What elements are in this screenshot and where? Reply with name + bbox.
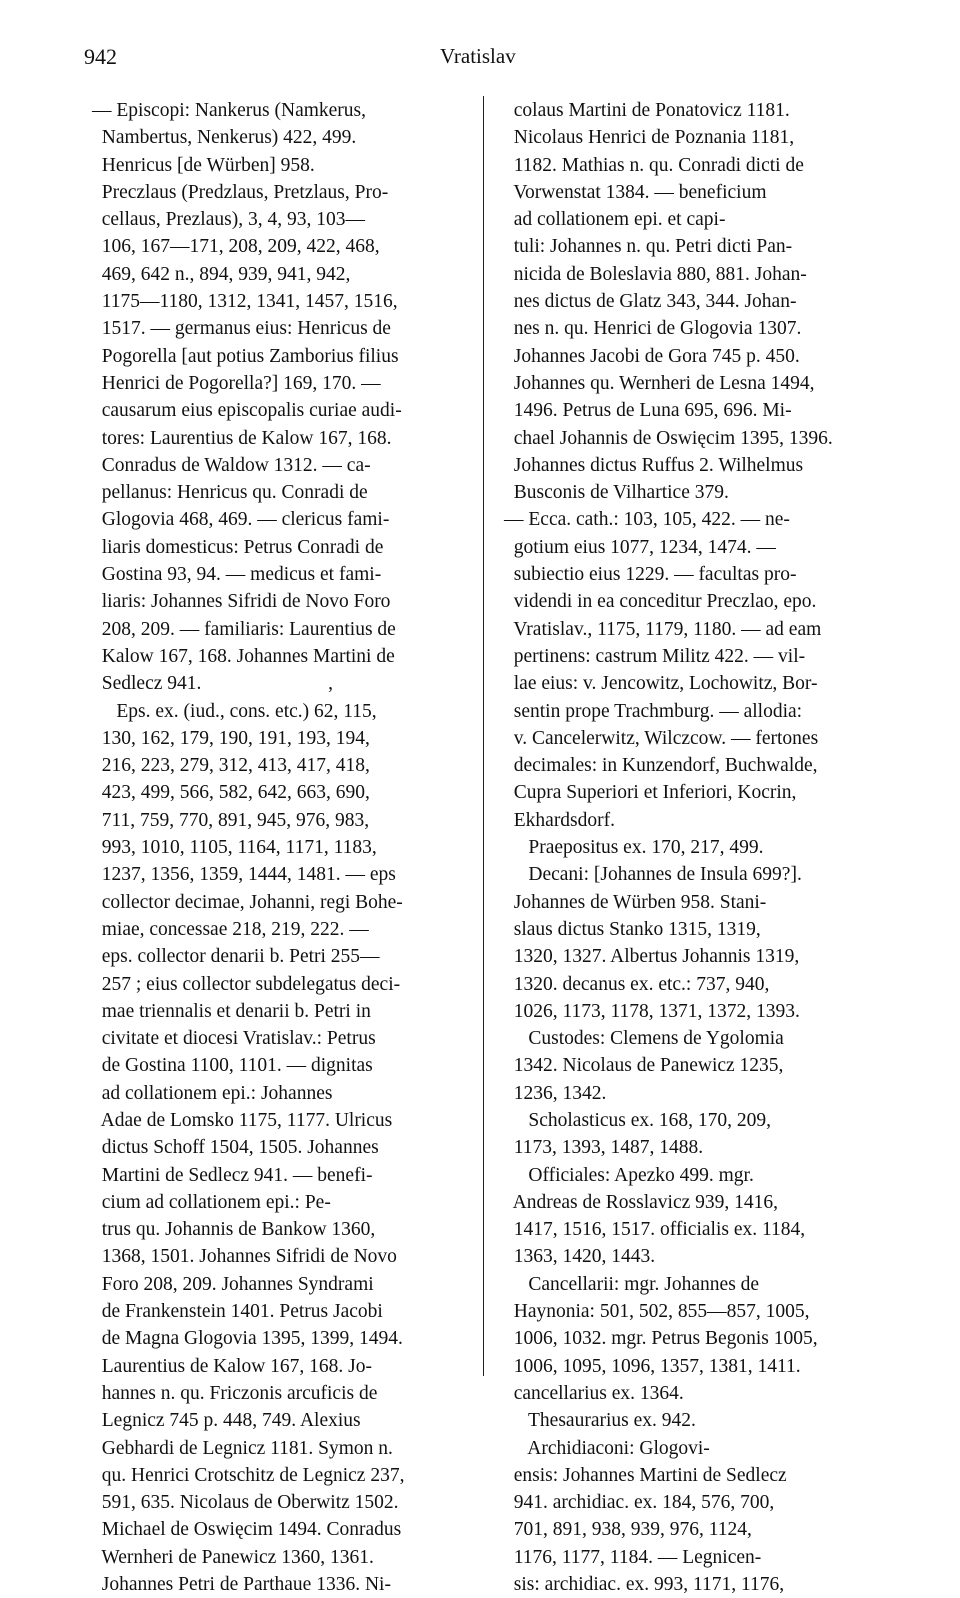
left-column-line: cium ad collationem epi.: Pe- xyxy=(92,1191,331,1213)
right-column-line: — Ecca. cath.: 103, 105, 422. — ne- xyxy=(504,509,790,531)
right-column-line: Cancellarii: mgr. Johannes de xyxy=(504,1273,760,1295)
right-column-line: Nicolaus Henrici de Poznania 1181, xyxy=(504,127,795,149)
right-column-line: nicida de Boleslavia 880, 881. Johan- xyxy=(504,263,807,285)
left-column-line: Henricus [de Würben] 958. xyxy=(92,154,315,176)
left-column-line: 216, 223, 279, 312, 413, 417, 418, xyxy=(92,755,370,777)
right-column-line: gotium eius 1077, 1234, 1474. — xyxy=(504,536,776,558)
left-column-line: 1517. — germanus eius: Henricus de xyxy=(92,318,391,340)
right-column-line: 1006, 1095, 1096, 1357, 1381, 1411. xyxy=(504,1355,801,1377)
left-column-line: 1237, 1356, 1359, 1444, 1481. — eps xyxy=(92,864,396,886)
left-column-line: 1368, 1501. Johannes Sifridi de Novo xyxy=(92,1246,397,1268)
left-column-line: liaris: Johannes Sifridi de Novo Foro xyxy=(92,591,391,613)
right-column-line: Haynonia: 501, 502, 855—857, 1005, xyxy=(504,1301,810,1323)
right-column-line: 1320, 1327. Albertus Johannis 1319, xyxy=(504,946,800,968)
left-column-line: 711, 759, 770, 891, 945, 976, 983, xyxy=(92,809,370,831)
right-column-line: 1026, 1173, 1178, 1371, 1372, 1393. xyxy=(504,1000,800,1022)
left-column-line: Wernheri de Panewicz 1360, 1361. xyxy=(92,1546,374,1568)
right-column-line: nes dictus de Glatz 343, 344. Johan- xyxy=(504,291,797,313)
right-column-line: Thesaurarius ex. 942. xyxy=(504,1410,696,1432)
right-column-line: decimales: in Kunzendorf, Buchwalde, xyxy=(504,755,818,777)
right-column-line: Andreas de Rosslavicz 939, 1416, xyxy=(504,1191,779,1213)
left-column-line: de Gostina 1100, 1101. — dignitas xyxy=(92,1055,373,1077)
left-column-line: ad collationem epi.: Johannes xyxy=(92,1082,333,1104)
right-column-line: Vorwenstat 1384. — beneficium xyxy=(504,181,767,203)
right-column-line: 1417, 1516, 1517. officialis ex. 1184, xyxy=(504,1219,806,1241)
right-column-line: Johannes Jacobi de Gora 745 p. 450. xyxy=(504,345,800,367)
right-column-line: Custodes: Clemens de Ygolomia xyxy=(504,1028,784,1050)
right-column-line: 1342. Nicolaus de Panewicz 1235, xyxy=(504,1055,784,1077)
right-column-line: tuli: Johannes n. qu. Petri dicti Pan- xyxy=(504,236,793,258)
left-column-line: collector decimae, Johanni, regi Bohe- xyxy=(92,891,403,913)
left-column-line: Conradus de Waldow 1312. — ca- xyxy=(92,454,371,476)
right-column-line: nes n. qu. Henrici de Glogovia 1307. xyxy=(504,318,802,340)
right-column-line: 1006, 1032. mgr. Petrus Begonis 1005, xyxy=(504,1328,818,1350)
right-column-line: slaus dictus Stanko 1315, 1319, xyxy=(504,918,761,940)
right-column-line: 701, 891, 938, 939, 976, 1124, xyxy=(504,1519,752,1541)
right-column-line: Scholasticus ex. 168, 170, 209, xyxy=(504,1109,772,1131)
running-title: Vratislav xyxy=(440,44,516,68)
left-column-line: — Episcopi: Nankerus (Namkerus, xyxy=(92,100,367,121)
left-column-line: Johannes Petri de Parthaue 1336. Ni- xyxy=(92,1574,391,1596)
right-column-line: 1173, 1393, 1487, 1488. xyxy=(504,1137,704,1159)
right-column-line: lae eius: v. Jencowitz, Lochowitz, Bor- xyxy=(504,673,818,695)
left-column-line: Henrici de Pogorella?] 169, 170. — xyxy=(92,372,381,394)
left-column-line: de Frankenstein 1401. Petrus Jacobi xyxy=(92,1301,383,1323)
right-column-line: ad collationem epi. et capi- xyxy=(504,209,726,231)
right-column-line: Johannes dictus Ruffus 2. Wilhelmus xyxy=(504,454,804,476)
left-column-line: Gebhardi de Legnicz 1181. Symon n. xyxy=(92,1437,393,1459)
right-column-line: Cupra Superiori et Inferiori, Kocrin, xyxy=(504,782,797,804)
right-column-line: sentin prope Trachmburg. — allodia: xyxy=(504,700,803,722)
right-column-line: colaus Martini de Ponatovicz 1181. xyxy=(504,100,790,121)
left-column-line: 469, 642 n., 894, 939, 941, 942, xyxy=(92,263,351,285)
right-column-line: Ekhardsdorf. xyxy=(504,809,616,831)
left-column-line: 591, 635. Nicolaus de Oberwitz 1502. xyxy=(92,1492,399,1514)
right-column-line: v. Cancelerwitz, Wilczcow. — fertones xyxy=(504,727,819,749)
left-column-line: Glogovia 468, 469. — clericus fami- xyxy=(92,509,390,531)
left-column-line: Sedlecz 941. , xyxy=(92,673,334,695)
column-divider xyxy=(483,96,484,1376)
right-column xyxy=(504,97,894,1598)
left-column-line: eps. collector denarii b. Petri 255— xyxy=(92,946,380,968)
right-column-line: Officiales: Apezko 499. mgr. xyxy=(504,1164,754,1186)
right-column-line: chael Johannis de Oswięcim 1395, 1396. xyxy=(504,427,833,449)
left-column-line: Michael de Oswięcim 1494. Conradus xyxy=(92,1519,402,1541)
right-column-line: Archidiaconi: Glogovi- xyxy=(504,1437,710,1459)
right-column-line: 941. archidiac. ex. 184, 576, 700, xyxy=(504,1492,775,1514)
page-number: 942 xyxy=(84,44,117,69)
left-column-line: causarum eius episcopalis curiae audi- xyxy=(92,400,402,422)
left-column-line: Laurentius de Kalow 167, 168. Jo- xyxy=(92,1355,372,1377)
right-column-line: Praepositus ex. 170, 217, 499. xyxy=(504,837,764,859)
right-column-line: pertinens: castrum Militz 422. — vil- xyxy=(504,645,806,667)
left-column-line: Martini de Sedlecz 941. — benefi- xyxy=(92,1164,373,1186)
left-column-line: Nambertus, Nenkerus) 422, 499. xyxy=(92,127,357,149)
left-column-line: 106, 167—171, 208, 209, 422, 468, xyxy=(92,236,380,258)
right-column-line: Johannes de Würben 958. Stani- xyxy=(504,891,767,913)
right-column-line: videndi in ea conceditur Preczlao, epo. xyxy=(504,591,817,613)
right-column-line: subiectio eius 1229. — facultas pro- xyxy=(504,564,797,586)
left-column-line: tores: Laurentius de Kalow 167, 168. xyxy=(92,427,392,449)
left-column-line: miae, concessae 218, 219, 222. — xyxy=(92,918,369,940)
left-column-line: hannes n. qu. Friczonis arcuficis de xyxy=(92,1382,378,1404)
left-column-line: mae triennalis et denarii b. Petri in xyxy=(92,1000,371,1022)
right-column-line: Vratislav., 1175, 1179, 1180. — ad eam xyxy=(504,618,822,640)
left-column-line: 993, 1010, 1105, 1164, 1171, 1183, xyxy=(92,837,377,859)
right-column-line: 1236, 1342. xyxy=(504,1082,607,1104)
left-column-line: Kalow 167, 168. Johannes Martini de xyxy=(92,645,395,667)
left-column-line: dictus Schoff 1504, 1505. Johannes xyxy=(92,1137,379,1159)
right-column-line: 1363, 1420, 1443. xyxy=(504,1246,656,1268)
left-column-line: de Magna Glogovia 1395, 1399, 1494. xyxy=(92,1328,403,1350)
left-column-line: pellanus: Henricus qu. Conradi de xyxy=(92,482,368,504)
left-column-line: trus qu. Johannis de Bankow 1360, xyxy=(92,1219,376,1241)
left-column-line: Preczlaus (Predzlaus, Pretzlaus, Pro- xyxy=(92,181,389,203)
right-column-line: ensis: Johannes Martini de Sedlecz xyxy=(504,1464,787,1486)
left-column-line: Gostina 93, 94. — medicus et fami- xyxy=(92,564,382,586)
left-column-line: Adae de Lomsko 1175, 1177. Ulricus xyxy=(92,1109,393,1131)
left-column-line: cellaus, Prezlaus), 3, 4, 93, 103— xyxy=(92,209,365,231)
right-column-line: Decani: [Johannes de Insula 699?]. xyxy=(504,864,802,886)
left-column-line: Foro 208, 209. Johannes Syndrami xyxy=(92,1273,374,1295)
left-column xyxy=(92,97,466,1598)
right-column-line: Johannes qu. Wernheri de Lesna 1494, xyxy=(504,372,815,394)
left-column-line: Legnicz 745 p. 448, 749. Alexius xyxy=(92,1410,361,1432)
right-column-line: Busconis de Vilhartice 379. xyxy=(504,482,729,504)
right-column-line: sis: archidiac. ex. 993, 1171, 1176, xyxy=(504,1574,785,1596)
right-column-line: 1320. decanus ex. etc.: 737, 940, xyxy=(504,973,770,995)
left-column-line: qu. Henrici Crotschitz de Legnicz 237, xyxy=(92,1464,405,1486)
left-column-line: 257 ; eius collector subdelegatus deci- xyxy=(92,973,401,995)
right-column-line: 1176, 1177, 1184. — Legnicen- xyxy=(504,1546,762,1568)
right-column-line: 1182. Mathias n. qu. Conradi dicti de xyxy=(504,154,804,176)
left-column-line: civitate et diocesi Vratislav.: Petrus xyxy=(92,1028,376,1050)
left-column-line: Eps. ex. (iud., cons. etc.) 62, 115, xyxy=(92,700,377,722)
left-column-line: 130, 162, 179, 190, 191, 193, 194, xyxy=(92,727,370,749)
left-column-line: liaris domesticus: Petrus Conradi de xyxy=(92,536,384,558)
left-column-line: 423, 499, 566, 582, 642, 663, 690, xyxy=(92,782,370,804)
left-column-line: Pogorella [aut potius Zamborius filius xyxy=(92,345,399,367)
left-column-line: 208, 209. — familiaris: Laurentius de xyxy=(92,618,396,640)
left-column-line: 1175—1180, 1312, 1341, 1457, 1516, xyxy=(92,291,398,313)
right-column-line: cancellarius ex. 1364. xyxy=(504,1382,684,1404)
right-column-line: 1496. Petrus de Luna 695, 696. Mi- xyxy=(504,400,792,422)
